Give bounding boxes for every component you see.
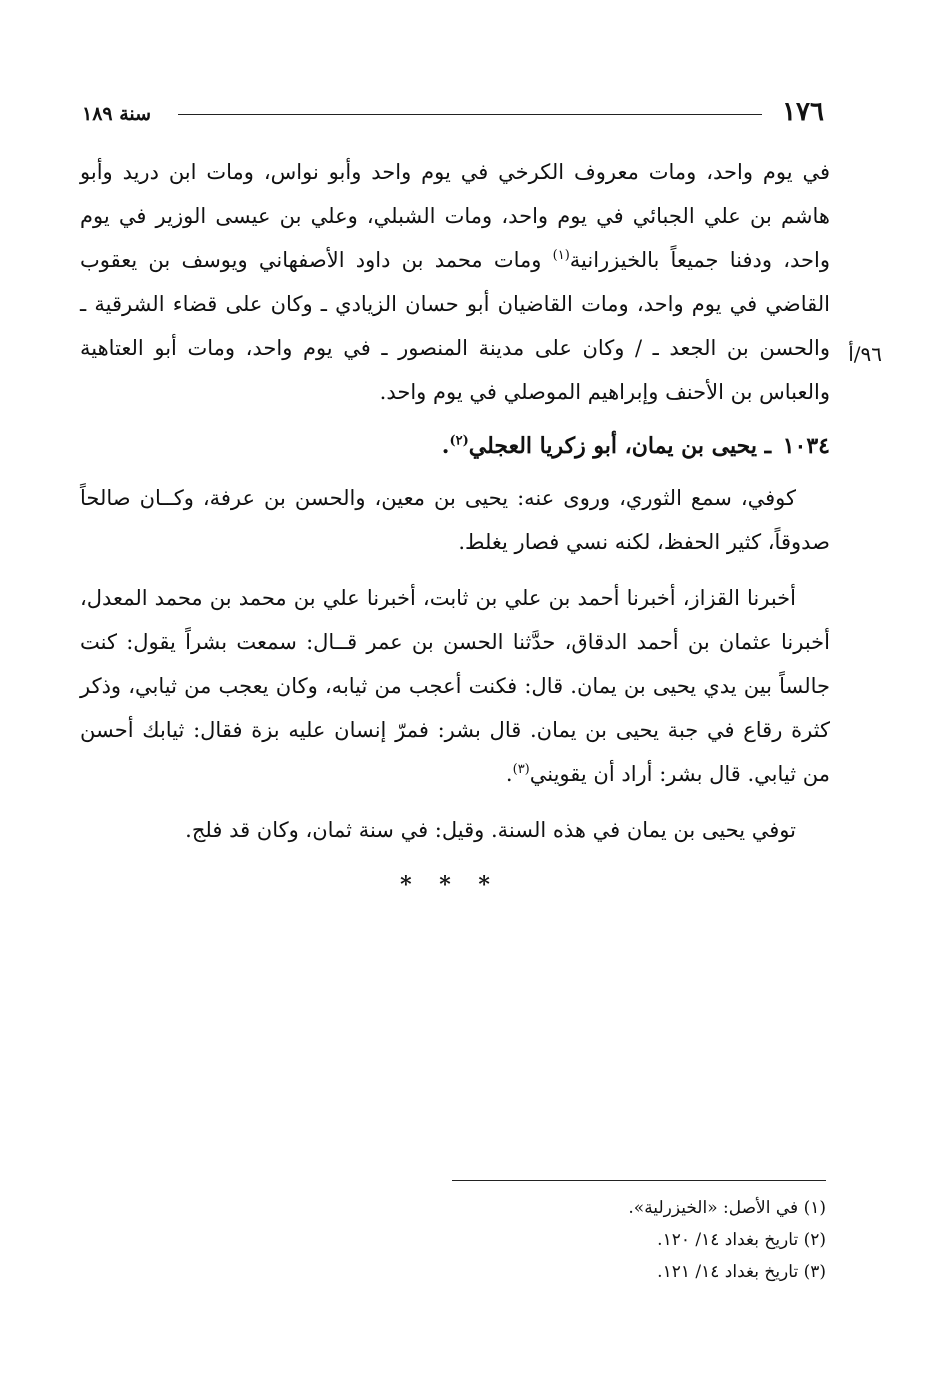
paragraph-bio: كوفي، سمع الثوري، وروى عنه: يحيى بن معين، والحسن بن عرفة، وكــان صالحاً صدوقاً، كثير الحفظ، لكنه نسي فصار يغلط. — [80, 486, 830, 554]
footnote-3: (٣) تاريخ بغداد ١٤/ ١٢١. — [657, 1262, 826, 1282]
year-label: سنة ١٨٩ — [82, 103, 152, 125]
running-header — [82, 92, 824, 132]
entry-heading — [80, 424, 830, 468]
header-rule — [178, 114, 762, 115]
paragraph-narration-text: أخبرنا القزاز، أخبرنا أحمد بن علي بن ثابت، أخبرنا علي بن محمد بن محمد المعدل، أخبرنا عثمان بن أحمد الدقاق، حدَّثنا الحسن بن عمر قــال: سمعت بشراً يقول: كنت جالساً بين يدي يحيى بن يمان. قال: فكنت أعجب من ثيابه، وكان يعجب من ثيابي، وذكر كثرة رقاع في جبة يحيى بن يمان. قال بشر: فمرّ إنسان عليه بزة فقال: ثيابك أحسن من ثيابي. قال بشر: أراد أن يقويني — [80, 586, 830, 786]
footnote-ref-2[interactable]: (٢) — [449, 433, 469, 449]
paragraph-text-continued: ومات محمد بن داود الأصفهاني ويوسف بن يعقوب القاضي في يوم واحد، ومات القاضيان أبو حسان الزيادي ـ وكان على قضاء الشرقية ـ والحسن بن الجعد ـ / وكان على مدينة المنصور ـ في يوم واحد، ومات أبو العتاهية والعباس بن الأحنف وإبراهيم الموصلي في يوم واحد. — [80, 248, 830, 404]
footnote-ref-1[interactable]: (١) — [552, 248, 570, 263]
footnote-2: (٢) تاريخ بغداد ١٤/ ١٢٠. — [657, 1230, 826, 1250]
section-separator: * * * — [400, 872, 500, 898]
entry-title: ـ يحيى بن يمان، أبو زكريا العجلي — [468, 433, 772, 459]
paragraph-death-note: توفي يحيى بن يمان في هذه السنة. وقيل: في سنة ثمان، وكان قد فلج. — [185, 818, 796, 842]
footnotes — [440, 1192, 826, 1288]
footnote-ref-3[interactable]: (٣) — [512, 762, 530, 777]
footnote-rule — [452, 1180, 826, 1181]
folio-margin-note: ٩٦/أ — [848, 342, 882, 366]
paragraph-narration — [80, 576, 830, 796]
main-text — [80, 150, 882, 852]
entry-number: ١٠٣٤ — [782, 433, 830, 459]
paragraph-deaths — [80, 150, 830, 414]
entry-end: . — [441, 433, 450, 459]
paragraph-text: في يوم واحد، ومات معروف الكرخي في يوم واحد وأبو نواس، ومات ابن دريد وأبو هاشم بن علي الجبائي في يوم واحد، ومات الشبلي، وعلي بن عيسى الوزير في يوم واحد، ودفنا جميعاً بالخيزرانية — [80, 160, 830, 272]
footnote-1: (١) في الأصل: «الخيزرلية». — [628, 1198, 826, 1218]
paragraph-narration-end: . — [505, 762, 513, 786]
page-number: ١٧٦ — [782, 97, 824, 127]
